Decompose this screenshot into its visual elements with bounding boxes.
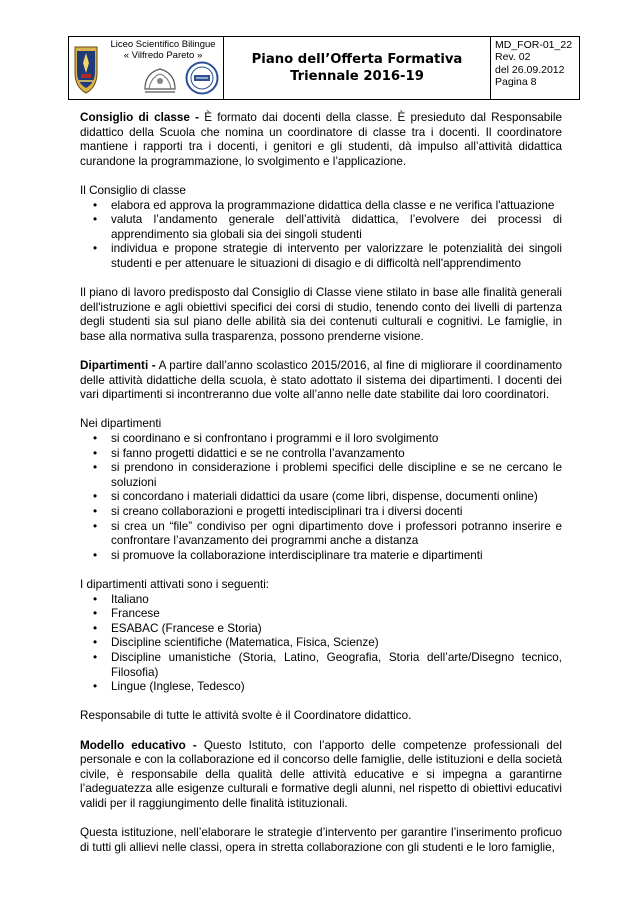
list-item: • si concordano i materiali didattici da usare (come libri, dispense, documenti online) bbox=[80, 490, 562, 505]
list-item: • individua e propone strategie di intervento per valorizzare le potenzialità dei singoli studenti e per attenuare le situazioni di disagio e di difficoltà nell'apprendimento bbox=[80, 242, 562, 271]
document-title bbox=[252, 51, 463, 85]
list-item: • elabora ed approva la programmazione didattica della classe e ne verifica l'attuazione bbox=[80, 199, 562, 214]
school-crest-icon bbox=[73, 43, 99, 95]
list-item: • si coordinano e si confrontano i programmi e il loro svolgimento bbox=[80, 432, 562, 447]
revision: Rev. 02 bbox=[495, 51, 531, 64]
dipartimenti-text: A partire dall’anno scolastico 2015/2016, al fine di migliorare il coordinamento delle attività didattiche della scuola, è stato adottato il sistema dei dipartimenti. I docenti dei vari dipartimenti si incontreranno due volte all’anno nelle date stabilite dai loro coordinatori. bbox=[80, 359, 563, 402]
consiglio-paragraph bbox=[80, 111, 562, 169]
list-item: • si crea un “file” condiviso per ogni dipartimento dove i professori potranno inserire e confrontare l’avanzamento dei programmi anche a distanza bbox=[80, 520, 562, 549]
consiglio-text: È formato dai docenti della classe. È presieduto dal Responsabile didattico della Scuola che nomina un coordinatore di classe tra i docenti. Il coordinatore mantiene i rapporti tra i docenti, i genitori e gli studenti, dà impulso all’attività didattica curandone la programmazione, lo svolgimento e l’applicazione. bbox=[80, 111, 562, 168]
document-code: MD_FOR-01_22 bbox=[495, 39, 573, 51]
list-item: • si fanno progetti didattici e se ne controlla l’avanzamento bbox=[80, 447, 562, 462]
list-item: • si creano collaborazioni e progetti intedisciplinari tra i diversi docenti bbox=[80, 505, 562, 520]
certification-seal-icon bbox=[185, 61, 219, 95]
header-info-cell bbox=[491, 37, 579, 99]
school-name bbox=[103, 39, 223, 61]
list-item: • Discipline umanistiche (Storia, Latino, Geografia, Storia dell’arte/Disegno tecnico, Filosofia) bbox=[80, 651, 562, 680]
list-item: • Italiano bbox=[80, 593, 562, 608]
modello-heading: Modello educativo - bbox=[80, 738, 197, 752]
modello-paragraph bbox=[80, 739, 562, 812]
dipartimenti-paragraph bbox=[80, 359, 562, 403]
dipartimenti-attivati-intro: I dipartimenti attivati sono i seguenti: bbox=[80, 578, 270, 591]
consiglio-intro: Il Consiglio di classe bbox=[80, 183, 186, 197]
dipartimenti-intro: Nei dipartimenti bbox=[80, 417, 162, 431]
istituzione-paragraph: Questa istituzione, nell’elaborare le strategie d’intervento per garantire l’inserimento proficuo di tutti gli allievi nelle classi, opera in stretta collaborazione con gli studenti e le loro famiglie, bbox=[80, 826, 562, 854]
list-item: • si prendono in considerazione i problemi specifici delle discipline e se ne cercano le soluzioni bbox=[80, 461, 562, 490]
consiglio-heading: Consiglio di classe - bbox=[80, 111, 199, 124]
list-item: • valuta l’andamento generale dell’attività didattica, l’evolvere dei processi di apprendimento sia globali sia dei singoli studenti bbox=[80, 213, 562, 242]
list-item: • ESABAC (Francese e Storia) bbox=[80, 622, 562, 637]
list-item: • Francese bbox=[80, 607, 562, 622]
school-emblem-icon bbox=[141, 63, 179, 97]
school-name-line1: Liceo Scientifico Bilingue bbox=[110, 39, 216, 50]
list-item: • Discipline scientifiche (Matematica, Fisica, Scienze) bbox=[80, 636, 562, 651]
page-number: Pagina 8 bbox=[495, 75, 537, 88]
piano-paragraph: Il piano di lavoro predisposto dal Consiglio di Classe viene stilato in base alle finalità generali dell'istruzione e agli obiettivi specifici dei corsi di studio, tenendo conto dei livelli di partenza degli studenti sia sul piano delle abilità sia dei contenuti culturali e cognitivi. Le famiglie, in base alla normativa sulla trasparenza, possono prenderne visione. bbox=[80, 286, 562, 343]
school-name-line2: « Vilfredo Pareto » bbox=[123, 50, 203, 61]
list-item: • si promuove la collaborazione interdisciplinare tra materie e dipartimenti bbox=[80, 549, 562, 564]
header-title-cell bbox=[224, 37, 491, 99]
list-item: • Lingue (Inglese, Tedesco) bbox=[80, 680, 562, 695]
dipartimenti-attivati-list bbox=[80, 593, 562, 695]
responsabile-paragraph: Responsabile di tutte le attività svolte è il Coordinatore didattico. bbox=[80, 709, 412, 723]
modello-text: Questo Istituto, con l’apporto delle competenze professionali del personale e con la collaborazione ed il concorso delle famiglie, delle istituzioni e della società civile, è responsabile della qualità delle attività educative e si impegna a garantirne l’adeguatezza alle esigenze culturali e formative degli alunni, nel rispetto di obiettivi educativi validi per il raggiungimento delle finalità istituzionali. bbox=[80, 738, 563, 810]
consiglio-list bbox=[80, 199, 562, 272]
document-header bbox=[68, 36, 580, 100]
revision-date: del 26.09.2012 bbox=[495, 63, 565, 76]
document-body bbox=[80, 111, 562, 855]
dipartimenti-heading: Dipartimenti - bbox=[80, 359, 156, 373]
dipartimenti-list bbox=[80, 432, 562, 563]
header-logo-cell bbox=[69, 37, 224, 99]
document-title-line2: Triennale 2016-19 bbox=[290, 69, 424, 84]
document-title-line1: Piano dell’Offerta Formativa bbox=[251, 52, 463, 67]
